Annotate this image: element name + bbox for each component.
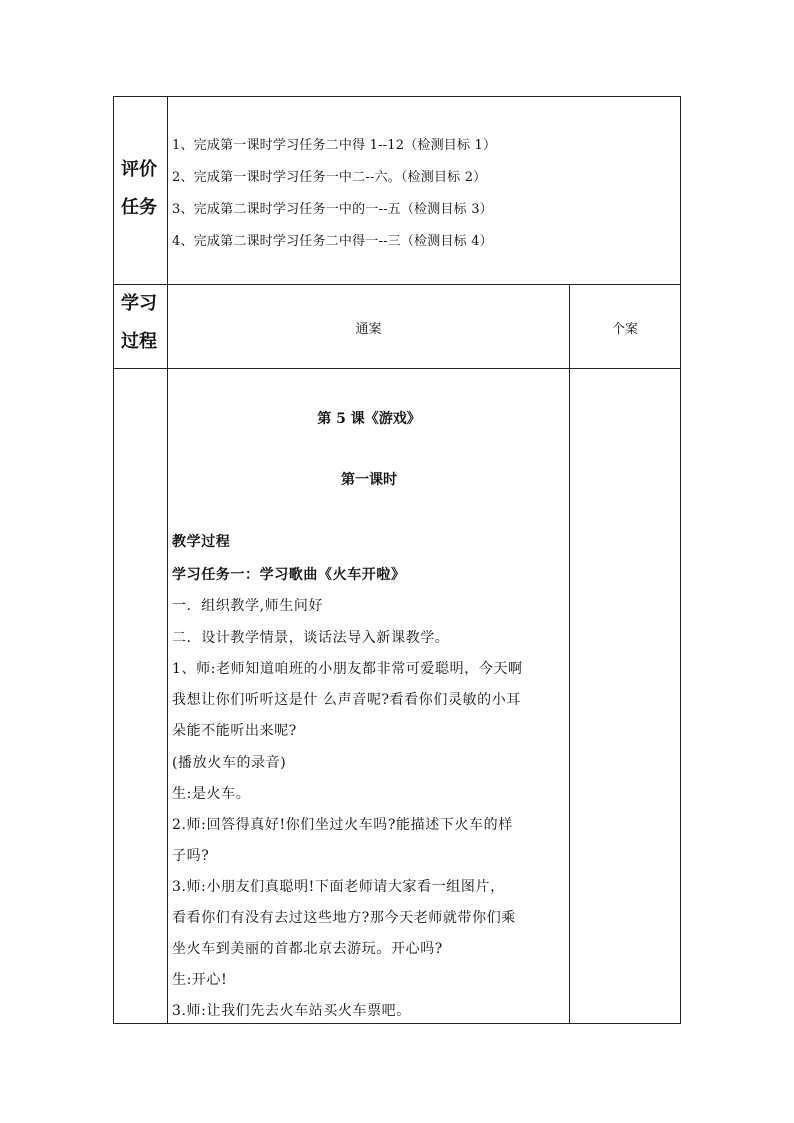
process-label-line2: 过程 <box>121 331 157 352</box>
process-label-line1: 学习 <box>121 293 157 314</box>
lesson-subtitle: 第一课时 <box>341 472 397 488</box>
lesson-line: 1、师:老师知道咱班的小朋友都非常可爱聪明，今天啊 <box>172 661 523 677</box>
task-heading: 学习任务一：学习歌曲《火车开啦》 <box>172 567 406 583</box>
lesson-line: 生:是火车。 <box>172 786 251 802</box>
lesson-line: 朵能不能听出来呢? <box>172 723 297 739</box>
lesson-title: 第 5 课《游戏》 <box>317 411 421 427</box>
evaluation-label-line1: 评价 <box>121 159 157 180</box>
table-column-divider-individual <box>569 284 570 1024</box>
lesson-line: 我想让你们听听这是什 么声音呢?看看你们灵敏的小耳 <box>172 692 521 708</box>
table-border-left <box>113 96 114 1024</box>
lesson-line: 一．组织教学,师生问好 <box>172 598 324 614</box>
lesson-line: 3.师:让我们先去火车站买火车票吧。 <box>172 1003 411 1019</box>
table-border-bottom <box>113 1023 681 1024</box>
lesson-line: 3.师:小朋友们真聪明!下面老师请大家看一组图片， <box>172 879 505 895</box>
lesson-line: 生:开心! <box>172 972 228 988</box>
evaluation-item-2: 2、完成第一课时学习任务一中二--六。（检测目标 2） <box>172 170 487 185</box>
section-heading: 教学过程 <box>172 534 231 550</box>
process-label <box>114 291 164 355</box>
column-header-individual: 个案 <box>611 322 638 337</box>
table-border-top <box>113 96 681 97</box>
evaluation-item-4: 4、完成第二课时学习任务二中得一--三（检测目标 4） <box>172 234 493 249</box>
table-row-divider-2 <box>113 368 681 369</box>
table-row-divider-1 <box>113 284 681 285</box>
evaluation-label-line2: 任务 <box>121 197 157 218</box>
lesson-line: 坐火车到美丽的首都北京去游玩。开心吗? <box>172 941 443 957</box>
evaluation-item-3: 3、完成第二课时学习任务一中的一--五（检测目标 3） <box>172 202 493 217</box>
lesson-line: 子吗? <box>172 848 210 864</box>
lesson-line: 二．设计教学情景，谈话法导入新课教学。 <box>172 630 450 646</box>
evaluation-item-1: 1、完成第一课时学习任务二中得 1--12（检测目标 1） <box>172 138 497 153</box>
lesson-line: 看看你们有没有去过这些地方?那今天老师就带你们乘 <box>172 910 516 926</box>
column-header-common: 通案 <box>355 322 382 337</box>
lesson-line: (播放火车的录音) <box>172 755 287 771</box>
evaluation-label <box>114 157 164 221</box>
table-column-divider <box>167 96 168 1024</box>
table-border-right <box>680 96 681 1024</box>
lesson-line: 2.师:回答得真好!你们坐过火车吗?能描述下火车的样 <box>172 817 513 833</box>
